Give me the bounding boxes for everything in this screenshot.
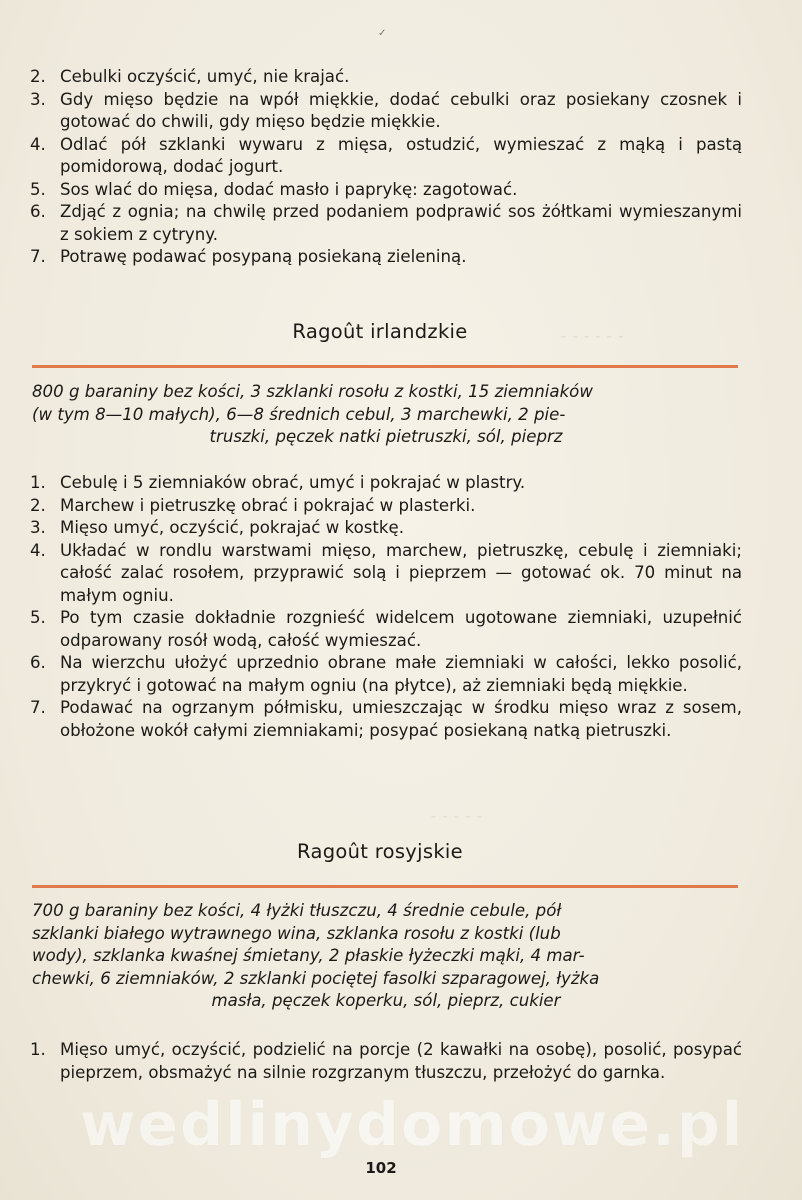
step-number: 5. [30,608,46,627]
step-item [30,472,742,495]
page-top-mark: ✓ [378,28,387,39]
step-number: 7. [30,698,46,717]
step-number: 7. [30,247,46,266]
step-item [30,179,742,202]
ingredients-russian [32,900,740,1013]
ingredient-line: 800 g baraniny bez kości, 3 szklanki rosołu z kostki, 15 ziemniaków [32,382,593,401]
step-text: Na wierzchu ułożyć uprzednio obrane małe ziemniaki w całości, lekko posolić, przykryć i gotować na małym ogniu (na płytce), aż ziemniaki będą miękkie. [60,653,742,695]
step-number: 1. [30,473,46,492]
step-item [30,246,742,269]
step-item [30,201,742,246]
step-item [30,134,742,179]
watermark: wedlinydomowe.pl [80,1090,745,1160]
steps-list-irish [30,472,742,742]
bleed-through: ⁃ ⁃ ⁃ ⁃ ⁃ [430,810,483,826]
step-number: 2. [30,495,46,515]
step-item [30,495,742,518]
step-number: 4. [30,134,46,154]
step-text: Podawać na ogrzanym półmisku, umieszczając w środku mięso wraz z sosem, obłożone wokół całymi ziemniakami; posypać posiekaną natką pietruszki. [60,698,742,740]
step-item [30,1039,742,1084]
steps-list-russian [30,1039,742,1084]
ingredient-line: wody), szklanka kwaśnej śmietany, 2 płaskie łyżeczki mąki, 4 mar- [32,946,585,965]
step-text: Sos wlać do mięsa, dodać masło i paprykę: zagotować. [60,179,518,199]
ingredient-line: masła, pęczek koperku, sól, pieprz, cukier [211,991,561,1010]
step-item [30,697,742,742]
step-item [30,66,742,89]
step-number: 5. [30,179,46,199]
recipe-title-russian: Ragoût rosyjskie [297,840,463,863]
step-number: 6. [30,653,46,672]
step-item [30,607,742,652]
ingredients-irish [32,381,740,449]
title-divider [32,365,738,368]
ingredient-line: (w tym 8—10 małych), 6—8 średnich cebul, 3 marchewki, 2 pie- [32,404,566,424]
step-item [30,652,742,697]
step-text: Mięso umyć, oczyścić, podzielić na porcje (2 kawałki na osobę), posolić, posypać pieprzem, obsmażyć na silnie rozgrzanym tłuszczu, przełożyć do garnka. [60,1040,742,1082]
step-item [30,540,742,608]
step-number: 6. [30,202,46,221]
step-item [30,89,742,134]
page-number: 102 [365,1159,397,1177]
step-text: Odlać pół szklanki wywaru z mięsa, ostudzić, wymieszać z mąką i pastą pomidorową, dodać jogurt. [60,134,742,176]
ingredient-line: truszki, pęczek natki pietruszki, sól, pieprz [209,427,563,446]
title-divider [32,885,738,888]
steps-list-previous-recipe [30,66,742,269]
step-number: 4. [30,540,46,560]
step-text: Po tym czasie dokładnie rozgnieść widelcem ugotowane ziemniaki, uzupełnić odparowany rosół wodą, całość wymieszać. [60,608,742,650]
step-number: 1. [30,1040,46,1059]
step-text: Gdy mięso będzie na wpół miękkie, dodać cebulki oraz posiekany czosnek i gotować do chwili, gdy mięso będzie miękkie. [60,89,742,131]
step-text: Układać w rondlu warstwami mięso, marchew, pietruszkę, cebulę i ziemniaki; całość zalać rosołem, przyprawić solą i pieprzem — gotować ok. 70 minut na małym ogniu. [60,540,742,605]
step-text: Marchew i pietruszkę obrać i pokrajać w plasterki. [60,495,476,515]
step-text: Zdjąć z ognia; na chwilę przed podaniem podprawić sos żółtkami wymieszanymi z sokiem z cytryny. [60,202,742,244]
ingredient-line: 700 g baraniny bez kości, 4 łyżki tłuszczu, 4 średnie cebule, pół [32,901,562,920]
step-number: 3. [30,89,46,109]
step-text: Mięso umyć, oczyścić, pokrajać w kostkę. [60,518,404,537]
recipe-title-irish: Ragoût irlandzkie [292,320,468,343]
step-text: Cebulę i 5 ziemniaków obrać, umyć i pokrajać w plastry. [60,473,526,492]
step-item [30,517,742,540]
ingredient-line: chewki, 6 ziemniaków, 2 szklanki pociętej fasolki szparagowej, łyżka [32,968,600,988]
ingredient-line: szklanki białego wytrawnego wina, szklanka rosołu z kostki (lub [32,923,561,943]
bleed-through: ⁃ ⁃ ⁃ ⁃ ⁃ ⁃ [560,330,625,346]
step-text: Potrawę podawać posypaną posiekaną zieleniną. [60,247,467,266]
step-text: Cebulki oczyścić, umyć, nie krajać. [60,67,350,86]
step-number: 3. [30,518,46,537]
step-number: 2. [30,67,46,86]
